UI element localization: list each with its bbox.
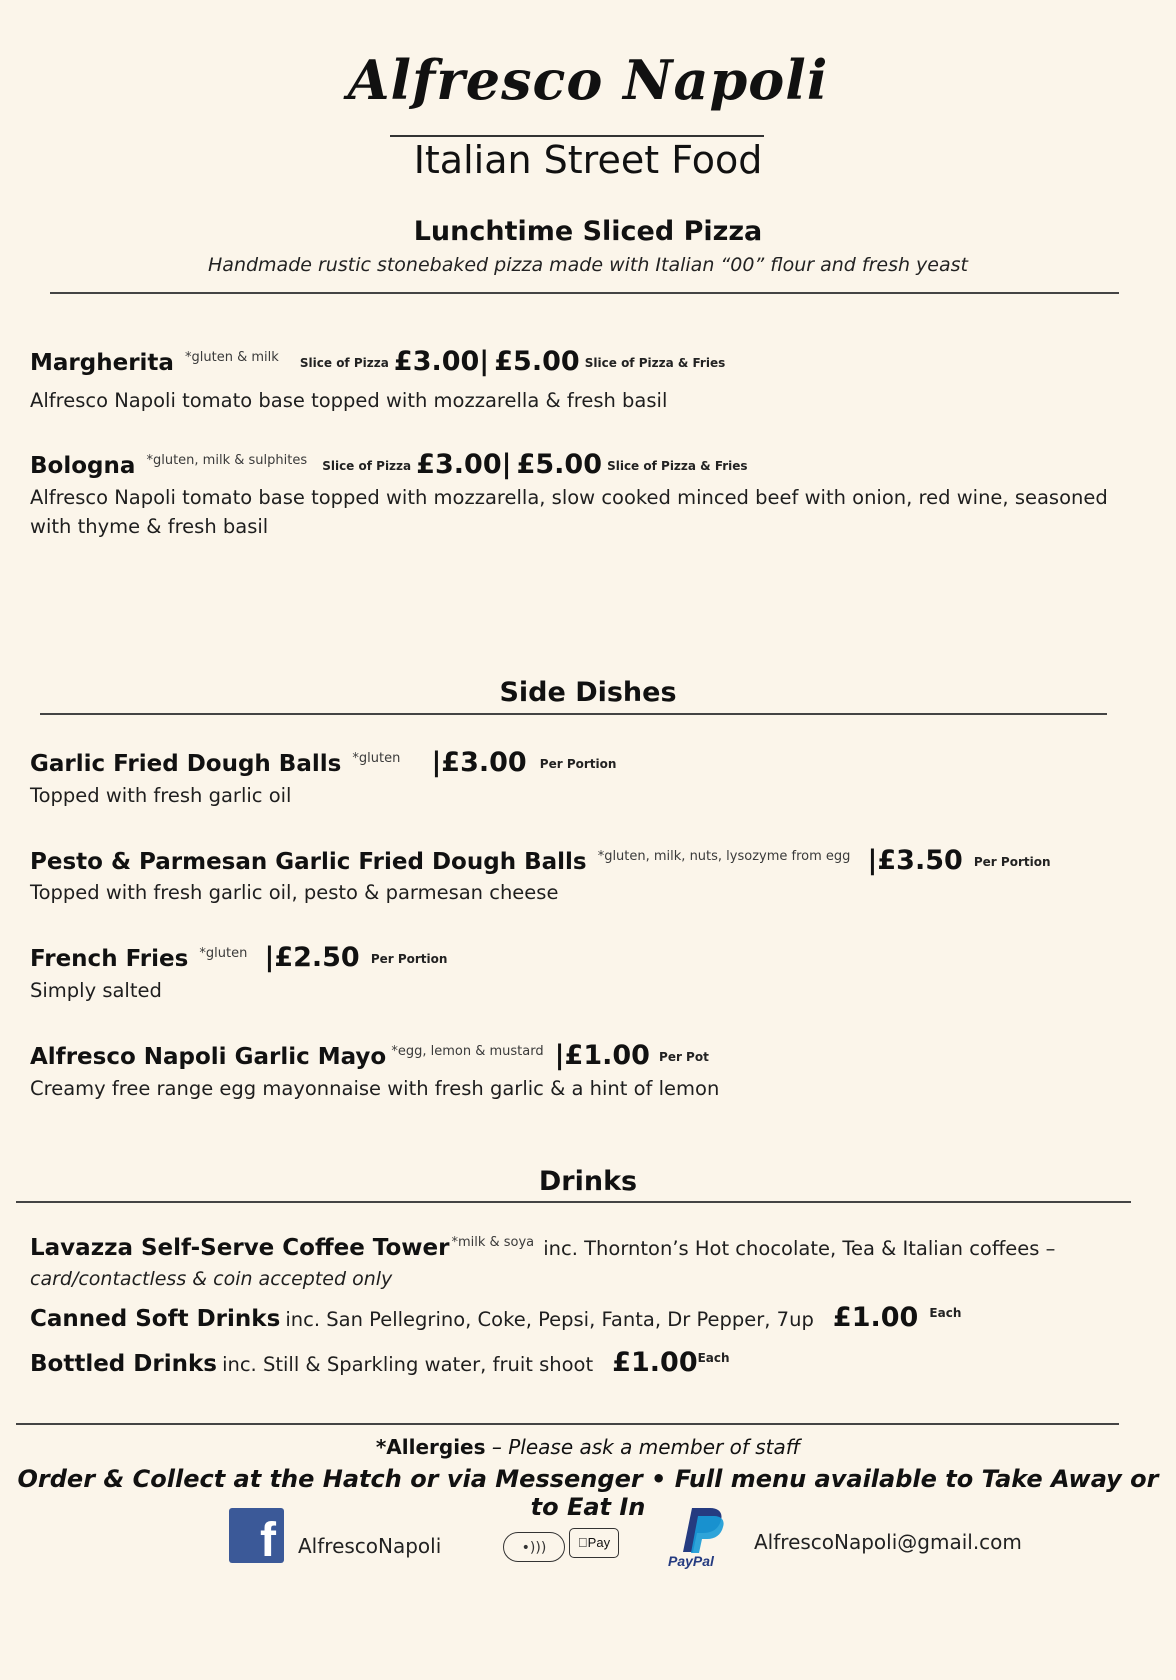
brand-subtitle: Italian Street Food bbox=[413, 138, 763, 182]
item-description: Topped with fresh garlic oil, pesto & parmesan cheese bbox=[30, 881, 559, 904]
allergies-text: – Please ask a member of staff bbox=[491, 1435, 801, 1459]
drink-name: Canned Soft Drinks bbox=[30, 1306, 281, 1332]
drink-price: £1.00 bbox=[612, 1347, 698, 1378]
price-label: Slice of Pizza bbox=[322, 459, 412, 473]
price-unit: Each bbox=[929, 1306, 962, 1320]
pizza-section-title: Lunchtime Sliced Pizza bbox=[413, 216, 763, 247]
item-price: £3.00| bbox=[416, 449, 512, 480]
drink-description: inc. Still & Sparkling water, fruit shoot bbox=[222, 1353, 594, 1376]
item-name: Bologna bbox=[30, 453, 136, 479]
menu-item-garlic-dough-balls bbox=[30, 749, 616, 776]
contactless-icon: •))) bbox=[503, 1532, 565, 1562]
item-description: Topped with fresh garlic oil bbox=[30, 784, 292, 807]
facebook-handle: AlfrescoNapoli bbox=[298, 1534, 442, 1558]
item-name: Alfresco Napoli Garlic Mayo bbox=[30, 1044, 387, 1070]
drink-allergens: *milk & soya bbox=[451, 1235, 535, 1250]
drink-description: inc. Thornton’s Hot chocolate, Tea & Italian coffees – bbox=[543, 1237, 1056, 1260]
pizza-section-subtitle: Handmade rustic stonebaked pizza made with Italian “00” flour and fresh yeast bbox=[208, 254, 968, 276]
item-allergens: *gluten, milk & sulphites bbox=[146, 453, 308, 468]
brand-divider bbox=[390, 135, 764, 137]
item-price: |£2.50 bbox=[264, 942, 360, 973]
menu-item-bologna bbox=[30, 451, 748, 478]
pizza-divider bbox=[50, 292, 1119, 294]
item-price: |£3.00 bbox=[431, 747, 527, 778]
contact-email[interactable]: AlfrescoNapoli@gmail.com bbox=[754, 1530, 1022, 1554]
price-unit: Per Portion bbox=[370, 952, 448, 966]
drink-name: Bottled Drinks bbox=[30, 1351, 217, 1377]
item-allergens: *egg, lemon & mustard bbox=[391, 1044, 544, 1059]
item-price: |£3.50 bbox=[867, 845, 963, 876]
allergies-note bbox=[0, 1435, 1176, 1459]
drinks-section-title: Drinks bbox=[538, 1166, 638, 1197]
price-label: Slice of Pizza bbox=[299, 356, 389, 370]
item-description: Alfresco Napoli tomato base topped with mozzarella, slow cooked minced beef with onion, red wine, seasoned with thyme & fresh basil bbox=[30, 486, 1108, 538]
menu-item-garlic-mayo bbox=[30, 1042, 709, 1069]
menu-item-pesto-dough-balls bbox=[30, 847, 1051, 874]
drink-bottled bbox=[30, 1349, 730, 1376]
item-name: Pesto & Parmesan Garlic Fried Dough Balls bbox=[30, 849, 587, 875]
paypal-label bbox=[668, 1553, 714, 1569]
item-price-with-fries: £5.00 bbox=[516, 449, 602, 480]
item-allergens: *gluten bbox=[352, 751, 401, 766]
price-unit: Each bbox=[697, 1351, 730, 1365]
item-description: Alfresco Napoli tomato base topped with mozzarella & fresh basil bbox=[30, 389, 668, 412]
item-name: Garlic Fried Dough Balls bbox=[30, 751, 342, 777]
drinks-divider bbox=[16, 1201, 1131, 1203]
menu-item-french-fries bbox=[30, 944, 447, 971]
price-unit: Per Pot bbox=[659, 1050, 709, 1064]
sides-divider bbox=[40, 713, 1107, 715]
allergies-label: *Allergies bbox=[375, 1435, 486, 1459]
drink-name: Lavazza Self-Serve Coffee Tower bbox=[30, 1235, 450, 1261]
item-description: Creamy free range egg mayonnaise with fresh garlic & a hint of lemon bbox=[30, 1077, 720, 1100]
drink-canned bbox=[30, 1304, 961, 1331]
item-price: |£1.00 bbox=[554, 1040, 650, 1071]
item-name: Margherita bbox=[30, 350, 174, 376]
footer-divider bbox=[16, 1423, 1119, 1425]
drink-price: £1.00 bbox=[832, 1302, 919, 1333]
item-allergens: *gluten & milk bbox=[185, 350, 279, 365]
price-unit: Per Portion bbox=[539, 757, 617, 771]
item-name: French Fries bbox=[30, 946, 189, 972]
drink-coffee-tower bbox=[30, 1236, 1055, 1260]
item-price-with-fries: £5.00 bbox=[494, 346, 580, 377]
apple-pay-icon: Pay bbox=[569, 1528, 619, 1558]
menu-item-margherita bbox=[30, 348, 725, 375]
sides-section-title: Side Dishes bbox=[499, 677, 677, 708]
drink-description: inc. San Pellegrino, Coke, Pepsi, Fanta, Dr Pepper, 7up bbox=[285, 1308, 814, 1331]
item-allergens: *gluten bbox=[199, 946, 248, 961]
facebook-icon: f bbox=[229, 1508, 284, 1563]
item-allergens: *gluten, milk, nuts, lysozyme from egg bbox=[597, 849, 851, 864]
item-price: £3.00| bbox=[393, 346, 490, 377]
paypal-wordmark: PayPal bbox=[668, 1553, 714, 1569]
price-label: Slice of Pizza & Fries bbox=[607, 459, 748, 473]
price-unit: Per Portion bbox=[973, 855, 1051, 869]
drink-payment-note: card/contactless & coin accepted only bbox=[30, 1268, 393, 1290]
order-info: Order & Collect at the Hatch or via Messenger • Full menu available to Take Away or to Eat In bbox=[17, 1465, 1159, 1521]
brand-logo-text: Alfresco Napoli bbox=[347, 48, 829, 112]
item-description: Simply salted bbox=[30, 979, 162, 1002]
price-label: Slice of Pizza & Fries bbox=[584, 356, 726, 370]
